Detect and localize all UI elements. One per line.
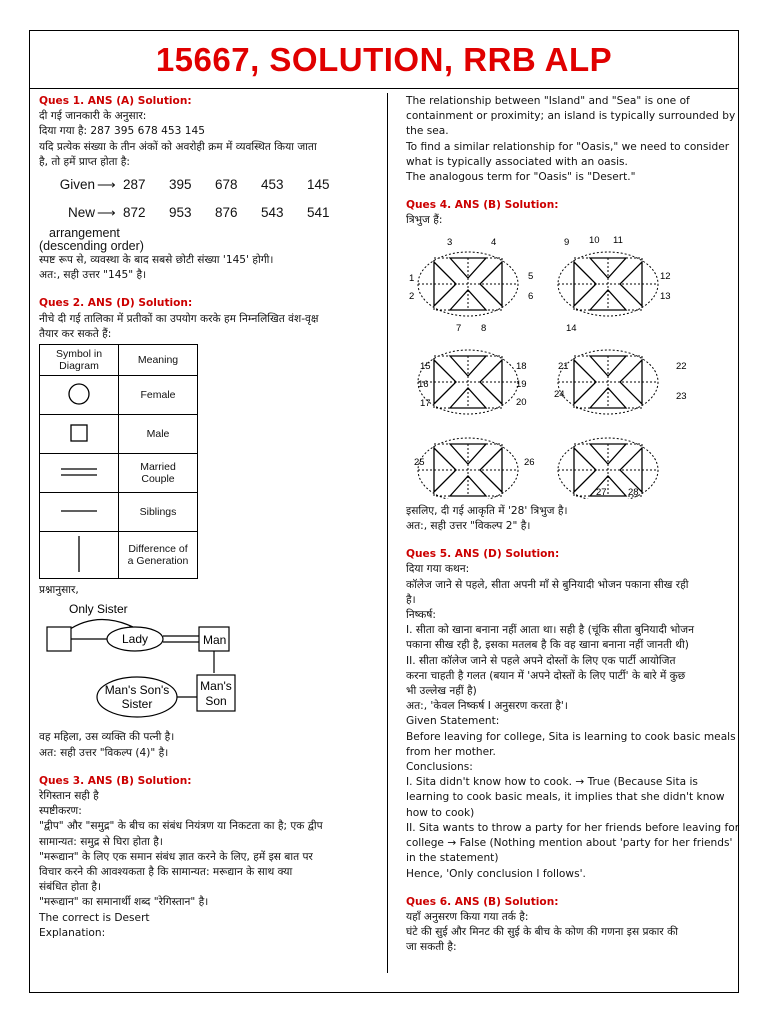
- cell-text: Difference of: [128, 543, 188, 556]
- q1-line: है, तो हमें प्राप्त होता है:: [39, 155, 130, 168]
- q2-line: वह महिला, उस व्यक्ति की पत्नी है।: [39, 731, 175, 744]
- triangle-label: 24: [554, 388, 565, 400]
- table-cell: Male: [119, 415, 198, 454]
- vertical-line-symbol-icon: [40, 532, 119, 579]
- q3-line: सामान्यत: समुद्र से घिरा होता है।: [39, 835, 163, 848]
- triangle-label: 4: [491, 236, 497, 248]
- triangle-shape: [434, 448, 456, 492]
- cell-text: a Generation: [127, 555, 189, 568]
- triangle-label: 21: [558, 360, 569, 372]
- triangle-label: 15: [420, 360, 431, 372]
- new-number: 876: [215, 205, 238, 221]
- q2-line: तैयार कर सकते हैं:: [39, 327, 112, 340]
- symbol-table: [39, 344, 198, 579]
- q6-line: घंटे की सुई और मिनट की सुई के बीच के कोण की गणना इस प्रकार की: [406, 926, 679, 939]
- triangle-label: 5: [528, 270, 534, 282]
- q5-line: कॉलेज जाने से पहले, सीता अपनी माँ से बुनियादी भोजन पकाना सीख रही: [406, 578, 689, 591]
- given-number: 145: [307, 177, 330, 193]
- new-number: 541: [307, 205, 330, 221]
- q1-line: यदि प्रत्येक संख्या के तीन अंकों को अवरोही क्रम में व्यवस्थित किया जाता: [39, 140, 317, 153]
- q4-line: त्रिभुज हैं:: [406, 214, 443, 227]
- q1-given-row: [39, 171, 377, 199]
- triangle-shape: [434, 360, 456, 404]
- triangle-label: 8: [481, 322, 487, 334]
- q5-line: in the statement): [406, 852, 499, 865]
- triangle-label: 10: [589, 234, 600, 246]
- q5-heading: Ques 5. ANS (D) Solution:: [406, 548, 560, 561]
- triangle-label: 14: [566, 322, 577, 334]
- arrangement-label: arrangement: [49, 226, 120, 241]
- q5-line: भी उल्लेख नहीं है): [406, 685, 477, 698]
- triangle-shape: [434, 262, 456, 306]
- table-cell: Siblings: [119, 493, 198, 532]
- q3-line: "द्वीप" और "समुद्र" के बीच का संबंध नियंत्रण या निकटता का है; एक द्वीप: [39, 820, 323, 833]
- triangle-label: 7: [456, 322, 462, 334]
- q5-line: how to cook): [406, 806, 475, 819]
- circle-symbol-icon: [40, 376, 119, 415]
- arrow-icon: ⟶: [97, 205, 116, 221]
- page-title: 15667, SOLUTION, RRB ALP: [155, 40, 613, 78]
- q3-line: रेगिस्तान सही है: [39, 790, 99, 803]
- square-symbol-icon: [40, 415, 119, 454]
- q3-line: "मरूद्यान" का समानार्थी शब्द "रेगिस्तान" है।: [39, 896, 209, 909]
- table-header-symbol: [40, 345, 119, 376]
- given-number: 678: [215, 177, 238, 193]
- q5-line: Given Statement:: [406, 715, 500, 728]
- triangle-label: 28: [628, 486, 639, 498]
- triangle-label: 6: [528, 290, 534, 302]
- tree-label: Son: [205, 694, 227, 709]
- family-tree-diagram: [39, 601, 269, 725]
- q3-line: विचार करने की आवश्यकता है कि सामान्यत: मरूद्यान के साथ क्या: [39, 866, 293, 879]
- triangle-label: 19: [516, 378, 527, 390]
- q5-line: है।: [406, 593, 416, 606]
- q6-line: यहाँ अनुसरण किया गया तर्क है:: [406, 910, 529, 923]
- header-text: Symbol in: [55, 348, 103, 361]
- q3-line: To find a similar relationship for "Oasis," we need to consider: [406, 140, 730, 153]
- triangle-label: 11: [613, 234, 623, 246]
- q3-heading: Ques 3. ANS (B) Solution:: [39, 774, 192, 787]
- triangle-label: 1: [409, 272, 415, 284]
- table-cell: Female: [119, 376, 198, 415]
- q5-line: दिया गया कथन:: [406, 563, 470, 576]
- q5-line: learning to cook basic meals, it implies that she didn't know: [406, 791, 725, 804]
- tree-label: Man: [203, 633, 227, 648]
- q2-line: अत: सही उत्तर "विकल्प (4)" है।: [39, 746, 169, 759]
- q5-line: college → False (Nothing mention about 'party for her friends': [406, 837, 733, 850]
- q1-line: स्पष्ट रूप से, व्यवस्था के बाद सबसे छोटी संख्या '145' होगी।: [39, 254, 274, 267]
- q5-line: पकाना सीख रही है, इसका मतलब है कि वह खाना बनाना नहीं जानती थी): [406, 639, 689, 652]
- document-page: [29, 30, 739, 993]
- triangle-label: 23: [676, 390, 687, 402]
- q5-line: Hence, 'Only conclusion I follows'.: [406, 867, 586, 880]
- triangle-label: 26: [524, 456, 535, 468]
- left-column: [39, 94, 377, 941]
- q3-line: संबंधित होता है।: [39, 881, 102, 894]
- q1-line: अत:, सही उत्तर "145" है।: [39, 269, 147, 282]
- q6-line: जा सकती है:: [406, 941, 457, 954]
- triangle-shape: [574, 262, 596, 306]
- given-label: Given: [59, 177, 95, 193]
- cell-text: Married: [140, 461, 176, 474]
- q5-line: II. Sita wants to throw a party for her friends before leaving for: [406, 821, 740, 834]
- triangle-figures-diagram: [406, 229, 706, 499]
- q3-line: containment or proximity; an island is typically surrounded by: [406, 110, 736, 123]
- q5-line: I. सीता को खाना बनाना नहीं आता था। सही है (चूंकि सीता बुनियादी भोजन: [406, 624, 694, 637]
- triangle-label: 17: [420, 397, 431, 409]
- q4-line: अत:, सही उत्तर "विकल्प 2" है।: [406, 520, 531, 533]
- tree-label: Lady: [122, 632, 149, 647]
- right-column: [406, 94, 740, 956]
- q2-heading: Ques 2. ANS (D) Solution:: [39, 297, 193, 310]
- q3-line: "मरूद्यान" के लिए एक समान संबंध ज्ञात करने के लिए, हमें इस बात पर: [39, 850, 313, 863]
- double-line-symbol-icon: [40, 454, 119, 493]
- q3-line: The correct is Desert: [39, 911, 150, 924]
- triangle-label: 22: [676, 360, 687, 372]
- q1-new-row: [39, 199, 377, 227]
- triangle-label: 2: [409, 290, 415, 302]
- q5-line: निष्कर्ष:: [406, 609, 436, 622]
- table-cell: [119, 454, 198, 493]
- line-symbol-icon: [40, 493, 119, 532]
- q6-heading: Ques 6. ANS (B) Solution:: [406, 895, 559, 908]
- q4-heading: Ques 4. ANS (B) Solution:: [406, 199, 559, 212]
- tree-label: Man's Son's: [104, 683, 170, 698]
- triangle-shape: [574, 448, 596, 492]
- q1-line: दिया गया है: 287 395 678 453 145: [39, 125, 205, 138]
- q5-line: अत:, 'केवल निष्कर्ष I अनुसरण करता है'।: [406, 700, 568, 713]
- q3-line: the sea.: [406, 125, 449, 138]
- q5-line: Conclusions:: [406, 761, 473, 774]
- arrow-icon: ⟶: [97, 177, 116, 193]
- triangle-label: 16: [418, 378, 429, 390]
- q1-line: दी गई जानकारी के अनुसार:: [39, 110, 147, 123]
- triangle-shape: [574, 360, 596, 404]
- triangle-label: 3: [447, 236, 453, 248]
- given-number: 287: [123, 177, 146, 193]
- tree-label: Man's: [200, 679, 232, 694]
- triangle-label: 9: [564, 236, 570, 248]
- new-number: 543: [261, 205, 284, 221]
- triangle-label: 13: [660, 290, 671, 302]
- q2-line: प्रश्नानुसार,: [39, 584, 79, 597]
- given-number: 395: [169, 177, 192, 193]
- column-divider: [387, 93, 388, 973]
- title-box: [30, 31, 738, 89]
- q3-line: Explanation:: [39, 926, 106, 939]
- q4-line: इसलिए, दी गई आकृति में '28' त्रिभुज है।: [406, 504, 568, 517]
- new-number: 953: [169, 205, 192, 221]
- table-cell: [119, 532, 198, 579]
- tree-label: Sister: [121, 697, 153, 712]
- q3-line: स्पष्टीकरण:: [39, 805, 82, 818]
- q2-line: नीचे दी गई तालिका में प्रतीकों का उपयोग करके हम निम्नलिखित वंश-वृक्ष: [39, 312, 319, 325]
- triangle-label: 20: [516, 396, 527, 408]
- q5-line: करना चाहती है गलत (बयान में 'अपने दोस्तों के लिए पार्टी' के बारे में कुछ: [406, 669, 686, 682]
- triangle-label: 12: [660, 270, 671, 282]
- new-label: New: [67, 205, 95, 221]
- q3-line: The relationship between "Island" and "Sea" is one of: [406, 95, 690, 107]
- cell-text: Couple: [141, 473, 175, 486]
- q5-line: I. Sita didn't know how to cook. → True (Because Sita is: [406, 776, 698, 789]
- tree-label: Only Sister: [69, 602, 128, 617]
- new-number: 872: [123, 205, 146, 221]
- table-header-meaning: Meaning: [119, 345, 198, 376]
- q1-heading: Ques 1. ANS (A) Solution:: [39, 95, 192, 107]
- given-number: 453: [261, 177, 284, 193]
- triangle-label: 18: [516, 360, 527, 372]
- q3-line: what is typically associated with an oasis.: [406, 155, 628, 168]
- descending-label: (descending order): [39, 239, 144, 254]
- triangle-label: 27: [596, 486, 607, 498]
- header-text: Diagram: [59, 360, 99, 373]
- q3-line: The analogous term for "Oasis" is "Desert.": [406, 171, 636, 184]
- triangle-label: 25: [414, 456, 425, 468]
- q5-line: Before leaving for college, Sita is learning to cook basic meals: [406, 730, 736, 743]
- q5-line: from her mother.: [406, 745, 496, 758]
- q5-line: II. सीता कॉलेज जाने से पहले अपने दोस्तों के लिए एक पार्टी आयोजित: [406, 654, 676, 667]
